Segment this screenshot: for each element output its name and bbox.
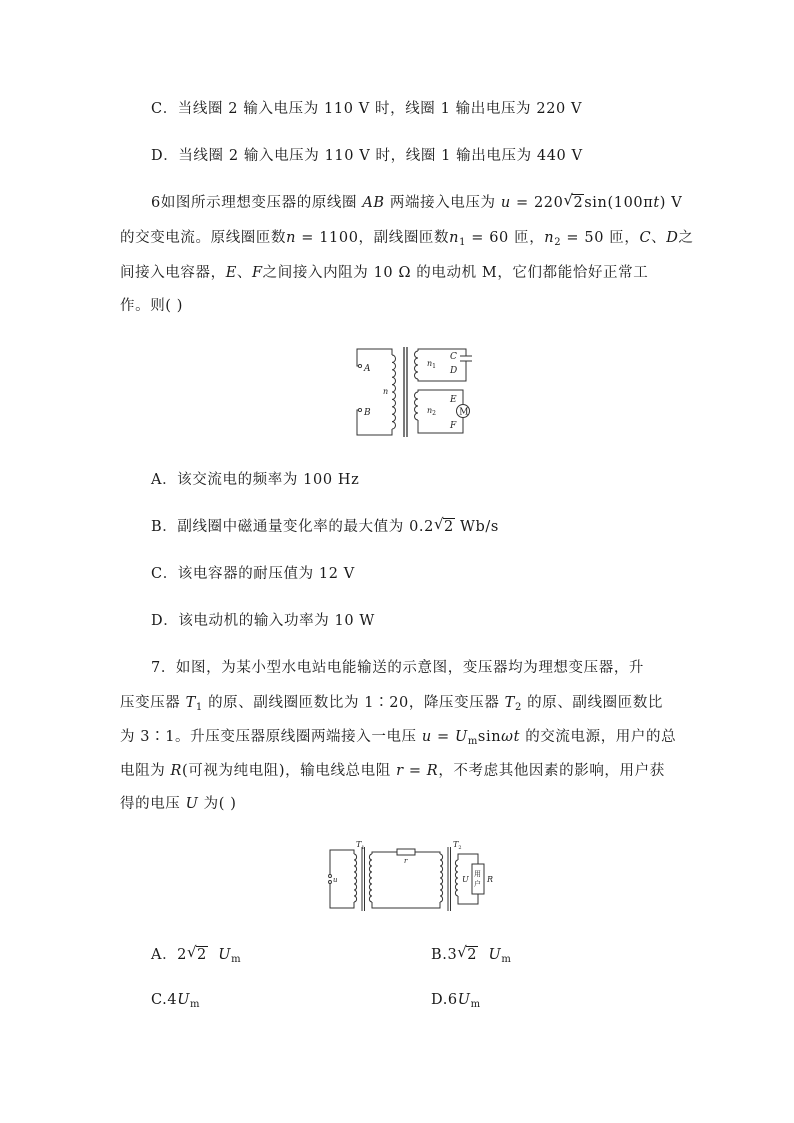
q7-text: 压变压器 — [120, 695, 186, 711]
q6-text: 如图所示理想变压器的原线圈 — [160, 195, 358, 211]
q7-option-b-sqrt: √ 2 — [457, 943, 478, 963]
q7-stem-line4 — [120, 761, 665, 781]
q6-sin-end: ) V — [659, 195, 683, 211]
q6-option-a: A．该交流电的频率为 100 Hz — [151, 472, 360, 488]
q7-text: ，不考虑其他因素的影响，用户获 — [438, 763, 665, 779]
q6-option-b — [151, 517, 499, 537]
q6-e: E — [225, 265, 237, 281]
q6-option-b-sqrt: √ 2 — [433, 515, 454, 535]
q7-transmission-diagram — [326, 838, 498, 916]
diagram-label-n2: $n_2$ — [427, 406, 436, 417]
q6-stem-line4: 作。则( ) — [120, 298, 184, 314]
q7-option-c-u-sub: m — [190, 999, 201, 1010]
diagram-label-e: E — [450, 395, 457, 405]
diagram-label-u: u — [333, 876, 338, 884]
q6-text: 两端接入电压为 — [389, 195, 496, 211]
q6-text: 之间接入内阻为 10 Ω 的电动机 M，它们都能恰好正常工 — [262, 265, 649, 281]
diagram-label-user-2: 户 — [474, 880, 481, 888]
q5-option-c: C．当线圈 2 输入电压为 110 V 时，线圈 1 输出电压为 220 V — [151, 101, 583, 117]
q7-r-user: R — [170, 763, 183, 779]
q7-option-d-u: U — [457, 992, 471, 1008]
q6-n: n — [286, 230, 297, 246]
diagram-label-f: F — [450, 421, 457, 431]
q6-text: 之 — [678, 230, 694, 246]
diagram-label-user-1: 用 — [474, 870, 481, 878]
q7-option-a-sqrt-arg: 2 — [197, 947, 207, 963]
q6-ab: AB — [362, 195, 385, 211]
diagram-label-a: A — [364, 364, 371, 374]
q6-c: C — [639, 230, 652, 246]
q7-option-b-sqrt-arg: 2 — [467, 947, 478, 963]
q7-text: 的交流电源，用户的总 — [520, 729, 677, 745]
q6-text: 、 — [651, 230, 667, 246]
q7-stem-line2 — [120, 693, 663, 713]
diagram-label-t1: $T_1$ — [356, 840, 365, 851]
q6-text: = 50 匝， — [561, 230, 640, 246]
q7-option-d — [431, 990, 481, 1010]
q7-u-user: U — [185, 796, 199, 812]
q7-option-d-text: D.6 — [431, 992, 458, 1008]
q6-f: F — [252, 265, 263, 281]
q6-text: 间接入电容器， — [120, 265, 226, 281]
q7-um-sub: m — [467, 736, 478, 747]
q6-option-c: C．该电容器的耐压值为 12 V — [151, 566, 355, 582]
q6-d: D — [666, 230, 679, 246]
q7-text: 为 3∶1。升压变压器原线圈两端接入一电压 — [120, 729, 422, 745]
q7-text: = — [431, 729, 455, 745]
q6-sqrt: √ 2 — [563, 191, 584, 211]
q7-option-a-u: U — [218, 947, 232, 963]
q6-option-d: D．该电动机的输入功率为 10 W — [151, 613, 375, 629]
q7-option-b — [431, 945, 511, 965]
q6-t: t — [653, 195, 660, 211]
q6-text: 、 — [236, 265, 252, 281]
q7-text: 的原、副线圈匝数比为 1∶20，降压变压器 — [202, 695, 505, 711]
q7-um: U — [455, 729, 468, 745]
q7-text: sin — [477, 729, 502, 745]
q7-option-b-text: B.3 — [431, 947, 458, 963]
q6-eq: = 220 — [510, 195, 564, 211]
q5-option-d: D．当线圈 2 输入电压为 110 V 时，线圈 1 输出电压为 440 V — [151, 148, 583, 164]
q7-stem-line3 — [120, 727, 676, 747]
q6-stem-line2 — [120, 228, 694, 248]
q6-n2-sub: 2 — [554, 237, 562, 248]
q6-option-b-unit: Wb/s — [454, 519, 499, 535]
q6-n1-sub: 1 — [459, 237, 467, 248]
q7-text: 得的电压 — [120, 796, 186, 812]
q7-stem-line5 — [120, 794, 236, 814]
diagram-label-r-line: r — [404, 857, 408, 865]
q6-number: 6 — [151, 195, 161, 211]
q7-stem-line1: 7．如图，为某小型水电站电能输送的示意图，变压器均为理想变压器，升 — [151, 660, 645, 676]
diagram-label-c: C — [450, 352, 457, 362]
q6-n2: n — [544, 230, 555, 246]
q7-option-a — [151, 945, 241, 965]
q7-option-a-text: A．2 — [151, 947, 187, 963]
q7-u: u — [421, 729, 432, 745]
q6-stem-line3 — [120, 263, 648, 283]
q7-option-b-u-sub: m — [501, 954, 512, 965]
q6-text: 的交变电流。原线圈匝数 — [120, 230, 287, 246]
q7-text: 为( ) — [198, 796, 237, 812]
q6-text: = 60 匝， — [466, 230, 545, 246]
q7-text: (可视为纯电阻)，输电线总电阻 — [182, 763, 397, 779]
diagram-label-u-user: U — [462, 875, 469, 884]
q7-t1: T — [185, 695, 196, 711]
q7-option-c — [151, 990, 200, 1010]
q7-text: = — [403, 763, 427, 779]
diagram-label-t2: $T_2$ — [453, 840, 462, 851]
diagram-label-r-user: R — [487, 875, 494, 884]
q6-text: = 1100，副线圈匝数 — [296, 230, 450, 246]
q7-option-b-u: U — [488, 947, 502, 963]
q6-u: u — [500, 195, 511, 211]
q6-transformer-diagram — [346, 342, 480, 440]
diagram-label-b: B — [364, 408, 371, 418]
q7-r: R — [426, 763, 439, 779]
q7-text: 的原、副线圈匝数比 — [521, 695, 664, 711]
q6-sqrt-arg: 2 — [573, 195, 584, 211]
diagram-label-n1: $n_1$ — [427, 359, 436, 370]
q7-t1-sub: 1 — [195, 702, 203, 713]
diagram-label-d: D — [450, 366, 458, 376]
q7-r-line: r — [396, 763, 404, 779]
q7-option-c-text: C.4 — [151, 992, 178, 1008]
q6-option-b-sqrt-arg: 2 — [443, 519, 454, 535]
q6-n1: n — [449, 230, 460, 246]
q7-t2-sub: 2 — [514, 702, 522, 713]
q7-text: 电阻为 — [120, 763, 171, 779]
q7-t2: T — [504, 695, 515, 711]
q6-stem-line1 — [151, 193, 682, 213]
q6-option-b-text: B．副线圈中磁通量变化率的最大值为 0.2 — [151, 519, 434, 535]
q7-wt: ωt — [501, 729, 520, 745]
q7-option-d-u-sub: m — [470, 999, 481, 1010]
q6-sin: sin(100π — [584, 195, 654, 211]
q7-option-a-u-sub: m — [231, 954, 242, 965]
q7-option-a-sqrt: √ 2 — [187, 943, 207, 963]
diagram-label-n: n — [383, 387, 389, 396]
q7-option-c-u: U — [177, 992, 191, 1008]
diagram-label-motor: M — [459, 407, 469, 418]
